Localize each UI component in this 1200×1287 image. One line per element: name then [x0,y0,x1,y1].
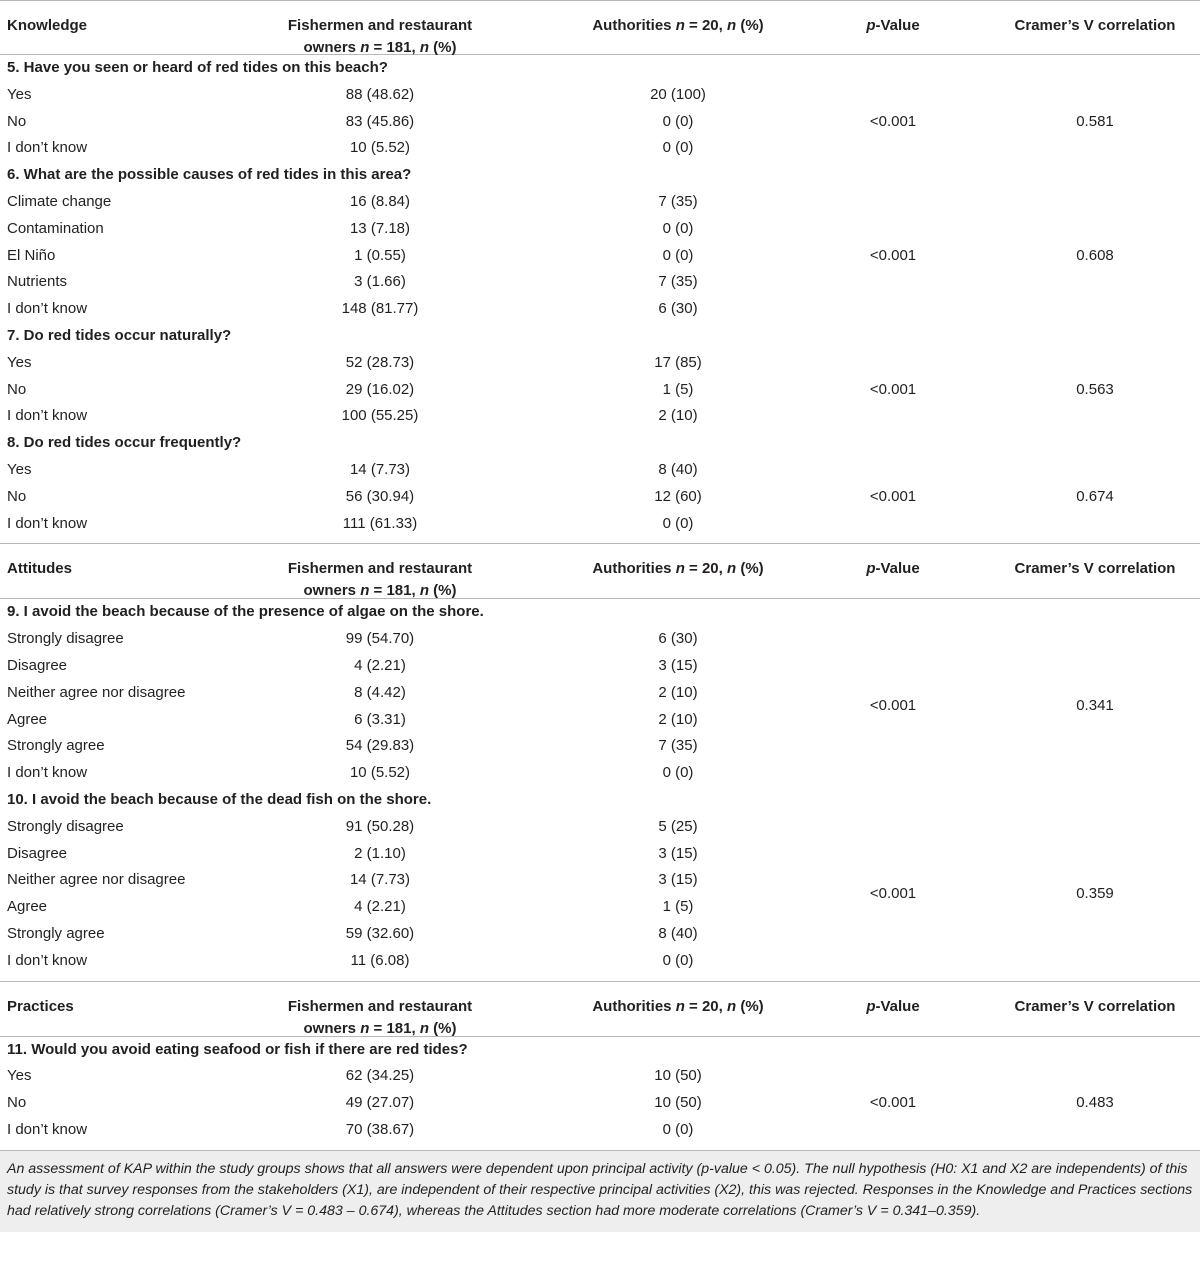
table-row [0,296,1200,323]
authorities-value: 17 (85) [654,353,702,371]
answer-label: I don’t know [7,951,88,969]
answer-label: Neither agree nor disagree [7,871,186,889]
fishermen-value: 29 (16.02) [345,380,415,398]
column-header-pvalue: p-Value [866,17,920,34]
table-footnote: An assessment of KAP within the study groups shows that all answers were dependent upon principal activity (p-value < 0.05). The null hypothesis (H0: X1 and X2 are independents) of this study is that survey responses from the stakeholders (X1), are independent of their respective principal activities (X2), this was rejected. Responses in the Knowledge and Practices sections had relatively strong correlations (Cramer’s V = 0.483 – 0.674), whereas the Attitudes section had more moderate correlations (Cramer’s V = 0.341–0.359). [0,1151,1200,1232]
answer-label: I don’t know [7,514,88,532]
answer-label: Strongly agree [7,737,105,755]
authorities-value: 2 (10) [658,710,698,728]
question-group [0,55,1200,162]
answer-label: Contamination [7,219,104,237]
answer-rows [0,82,1200,162]
section-label: Knowledge [7,17,88,34]
section-divider [0,975,1200,982]
table-row [0,653,1200,680]
answer-label: No [7,1094,27,1112]
fishermen-value: 13 (7.18) [349,219,411,237]
fishermen-value: 111 (61.33) [342,514,418,532]
question-group [0,430,1200,537]
answer-rows [0,626,1200,787]
column-header-fishermen: Fishermen and restaurant owners n = 181, n (%) [287,560,473,600]
fishermen-value: 3 (1.66) [354,273,406,291]
authorities-value: 6 (30) [658,630,698,648]
answer-label: Agree [7,710,48,728]
p-value: <0.001 [869,1094,917,1112]
authorities-value: 0 (0) [662,112,694,130]
answer-label: Agree [7,898,48,916]
answer-label: Strongly disagree [7,817,124,835]
fishermen-value: 100 (55.25) [341,407,419,425]
section-label: Practices [7,997,74,1015]
p-value: <0.001 [869,884,917,902]
answer-label: Yes [7,1067,32,1085]
column-header-cramer: Cramer’s V correlation [1014,997,1176,1015]
column-header-authorities: Authorities n = 20, n (%) [592,17,764,34]
fishermen-value: 88 (48.62) [345,85,415,103]
answer-label: No [7,487,27,505]
authorities-value: 1 (5) [662,898,694,916]
authorities-value: 12 (60) [654,487,702,505]
table-row [0,1117,1200,1144]
answer-label: El Niño [7,246,56,264]
question-title: 8. Do red tides occur frequently? [7,434,242,452]
column-header-pvalue: p-Value [866,560,920,578]
answer-label: Disagree [7,656,68,674]
column-header-authorities: Authorities n = 20, n (%) [592,560,764,578]
fishermen-value: 4 (2.21) [354,656,406,674]
question-group [0,599,1200,787]
section-header [0,982,1200,1037]
answer-label: Yes [7,85,32,103]
table-row [0,189,1200,216]
column-header-fishermen: Fishermen and restaurant owners n = 181, n (%) [287,17,473,56]
cramer-v-value: 0.563 [1076,380,1114,398]
section-label: Attitudes [7,560,72,578]
table-row [0,948,1200,975]
authorities-value: 0 (0) [662,1120,694,1138]
authorities-value: 3 (15) [658,871,698,889]
authorities-value: 3 (15) [658,844,698,862]
authorities-value: 2 (10) [658,407,698,425]
fishermen-value: 2 (1.10) [354,844,406,862]
answer-label: Neither agree nor disagree [7,683,186,701]
answer-rows [0,457,1200,537]
table-row [0,921,1200,948]
table-row [0,82,1200,109]
answer-rows [0,350,1200,430]
authorities-value: 7 (35) [658,737,698,755]
fishermen-value: 11 (6.08) [350,951,410,969]
question-group [0,323,1200,430]
answer-label: Yes [7,460,32,478]
authorities-value: 0 (0) [662,951,694,969]
fishermen-value: 70 (38.67) [345,1120,415,1138]
answer-label: Climate change [7,192,112,210]
authorities-value: 7 (35) [658,192,698,210]
authorities-value: 0 (0) [662,764,694,782]
fishermen-value: 6 (3.31) [354,710,406,728]
question-title: 7. Do red tides occur naturally? [7,326,232,344]
column-header-pvalue: p-Value [866,997,920,1015]
section-header [0,0,1200,55]
section-divider [0,537,1200,544]
answer-rows [0,814,1200,975]
table-row [0,403,1200,430]
fishermen-value: 91 (50.28) [345,817,415,835]
fishermen-value: 49 (27.07) [345,1094,415,1112]
table-row [0,269,1200,296]
column-header-authorities: Authorities n = 20, n (%) [592,997,764,1015]
authorities-value: 3 (15) [658,656,698,674]
table-row [0,760,1200,787]
answer-label: I don’t know [7,1120,88,1138]
fishermen-value: 54 (29.83) [345,737,415,755]
answer-label: I don’t know [7,300,88,318]
authorities-value: 20 (100) [650,85,706,103]
table-row [0,216,1200,243]
cramer-v-value: 0.483 [1076,1094,1114,1112]
fishermen-value: 99 (54.70) [345,630,415,648]
answer-label: No [7,112,27,130]
p-value: <0.001 [869,380,917,398]
question-title: 9. I avoid the beach because of the presence of algae on the shore. [7,603,484,621]
question-title: 10. I avoid the beach because of the dead fish on the shore. [7,790,432,808]
question-title: 5. Have you seen or heard of red tides on this beach? [7,59,388,76]
fishermen-value: 10 (5.52) [349,139,411,157]
answer-label: I don’t know [7,139,88,157]
question-group [0,1037,1200,1144]
fishermen-value: 10 (5.52) [349,764,411,782]
table-row [0,350,1200,377]
section-divider [0,1144,1200,1151]
column-header-fishermen: Fishermen and restaurant owners n = 181, n (%) [287,997,473,1037]
column-header-cramer: Cramer’s V correlation [1014,560,1176,578]
answer-label: Strongly agree [7,924,105,942]
fishermen-value: 52 (28.73) [345,353,415,371]
authorities-value: 6 (30) [658,300,698,318]
question-group [0,162,1200,323]
answer-label: I don’t know [7,764,88,782]
fishermen-value: 14 (7.73) [349,460,411,478]
table-row [0,841,1200,868]
fishermen-value: 8 (4.42) [354,683,406,701]
fishermen-value: 1 (0.55) [354,246,406,264]
cramer-v-value: 0.674 [1076,487,1114,505]
cramer-v-value: 0.359 [1076,884,1114,902]
table-row [0,511,1200,538]
authorities-value: 0 (0) [662,246,694,264]
authorities-value: 8 (40) [658,460,698,478]
authorities-value: 0 (0) [662,139,694,157]
authorities-value: 10 (50) [654,1067,702,1085]
section-header [0,544,1200,599]
cramer-v-value: 0.341 [1076,697,1114,715]
authorities-value: 7 (35) [658,273,698,291]
authorities-value: 1 (5) [662,380,694,398]
question-title: 11. Would you avoid eating seafood or fish if there are red tides? [7,1040,468,1058]
answer-label: Yes [7,353,32,371]
authorities-value: 5 (25) [658,817,698,835]
table-row [0,733,1200,760]
p-value: <0.001 [869,246,917,264]
answer-rows [0,1063,1200,1143]
answer-label: No [7,380,27,398]
fishermen-value: 4 (2.21) [354,898,406,916]
fishermen-value: 16 (8.84) [349,192,411,210]
table-row [0,135,1200,162]
table-row [0,626,1200,653]
answer-label: I don’t know [7,407,88,425]
fishermen-value: 59 (32.60) [345,924,415,942]
authorities-value: 10 (50) [654,1094,702,1112]
fishermen-value: 148 (81.77) [341,300,419,318]
cramer-v-value: 0.581 [1076,112,1114,130]
answer-label: Nutrients [7,273,68,291]
authorities-value: 0 (0) [662,219,694,237]
fishermen-value: 14 (7.73) [349,871,411,889]
p-value: <0.001 [869,697,917,715]
p-value: <0.001 [869,487,917,505]
authorities-value: 0 (0) [662,514,694,532]
question-title: 6. What are the possible causes of red tides in this area? [7,166,412,184]
answer-label: Disagree [7,844,68,862]
table-row [0,1063,1200,1090]
answer-rows [0,189,1200,323]
p-value: <0.001 [869,112,917,130]
question-group [0,787,1200,975]
table-row [0,814,1200,841]
authorities-value: 8 (40) [658,924,698,942]
column-header-cramer: Cramer’s V correlation [1014,17,1176,34]
cramer-v-value: 0.608 [1076,246,1114,264]
fishermen-value: 56 (30.94) [345,487,415,505]
fishermen-value: 83 (45.86) [345,112,415,130]
table-row [0,457,1200,484]
authorities-value: 2 (10) [658,683,698,701]
fishermen-value: 62 (34.25) [345,1067,415,1085]
answer-label: Strongly disagree [7,630,124,648]
